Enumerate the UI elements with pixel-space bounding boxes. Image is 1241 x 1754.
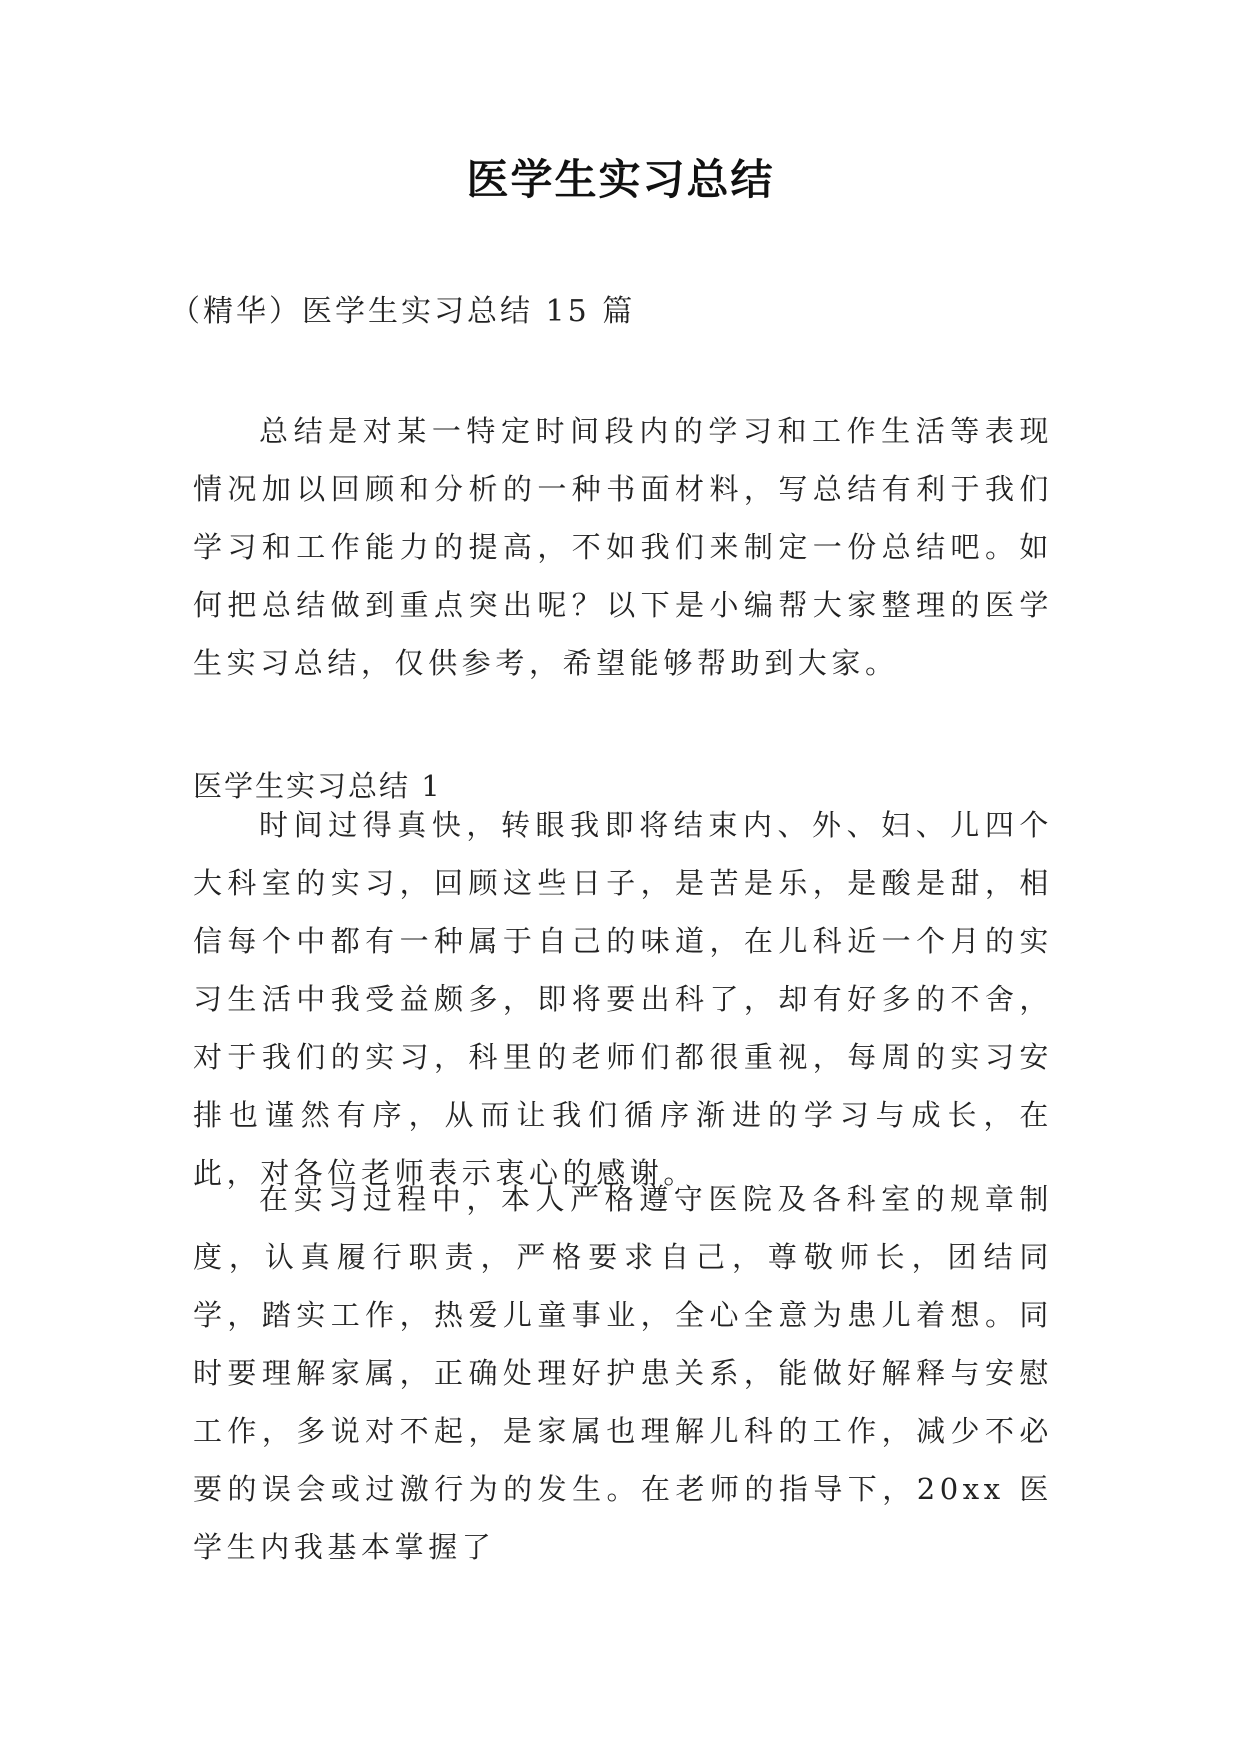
body-paragraph: 时间过得真快，转眼我即将结束内、外、妇、儿四个大科室的实习，回顾这些日子，是苦是乐，是酸是甜，相信每个中都有一种属于自己的味道，在儿科近一个月的实习生活中我受益颇多，即将要出科了，却有好多的不舍，对于我们的实习，科里的老师们都很重视，每周的实习安排也谨然有序，从而让我们循序渐进的学习与成长，在此，对各位老师表示衷心的感谢。 <box>193 808 1053 1190</box>
section-heading: 医学生实习总结 1 <box>193 769 442 803</box>
intro-paragraph: 总结是对某一特定时间段内的学习和工作生活等表现情况加以回顾和分析的一种书面材料，写总结有利于我们学习和工作能力的提高，不如我们来制定一份总结吧。如何把总结做到重点突出呢？以下是小编帮大家整理的医学生实习总结，仅供参考，希望能够帮助到大家。 <box>193 414 1053 680</box>
body-paragraph: 在实习过程中，本人严格遵守医院及各科室的规章制度，认真履行职责，严格要求自己，尊敬师长，团结同学，踏实工作，热爱儿童事业，全心全意为患儿着想。同时要理解家属，正确处理好护患关系，能做好解释与安慰工作，多说对不起，是家属也理解儿科的工作，减少不必要的误会或过激行为的发生。在老师的指导下，20xx 医学生内我基本掌握了 <box>193 1182 1053 1564</box>
document-subtitle: （精华）医学生实习总结 15 篇 <box>170 294 636 329</box>
document-title: 医学生实习总结 <box>466 155 775 204</box>
